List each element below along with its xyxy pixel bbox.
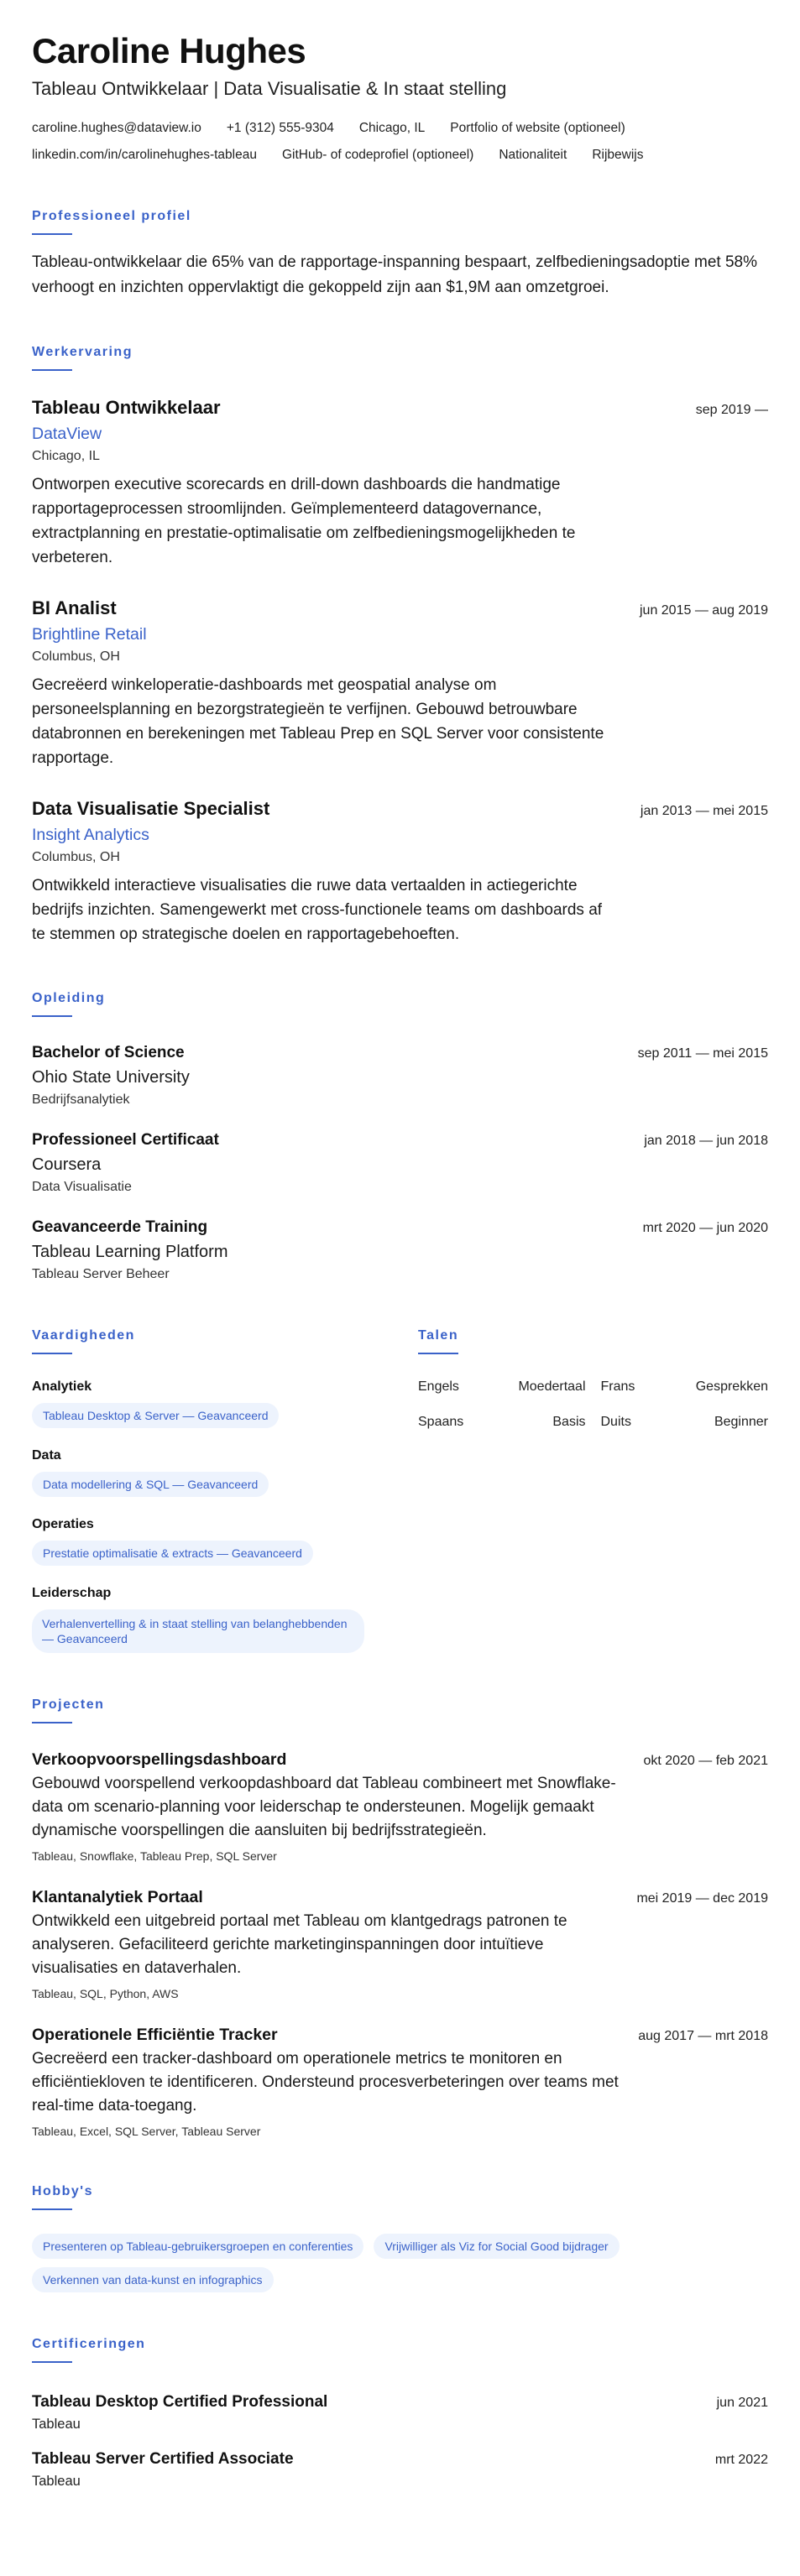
skill-group [32, 1584, 384, 1653]
project-description: Ontwikkeld een uitgebreid portaal met Tableau om klantgedrags patronen te analyseren. Gefaciliteerd gerichte marketinginspanningen door intuïtieve visualisaties en dataverhalen. [32, 1912, 567, 1977]
language-item [601, 1413, 769, 1431]
language-level: Basis [552, 1415, 586, 1429]
project-tech: Tableau, Excel, SQL Server, Tableau Server [32, 2125, 261, 2138]
section-heading: Werkervaring [32, 345, 133, 359]
job-title: BI Analist [32, 597, 117, 618]
certification-issuer: Tableau [32, 2417, 81, 2432]
project-tech: Tableau, Snowflake, Tableau Prep, SQL Server [32, 1849, 277, 1863]
language-name: Frans [600, 1379, 635, 1394]
project-item [32, 1886, 768, 2002]
study-field: Data Visualisatie [32, 1180, 132, 1194]
language-level: Moedertaal [518, 1379, 586, 1394]
school-name: Coursera [32, 1155, 102, 1174]
contact-drivers-license: Rijbewijs [592, 148, 644, 162]
hobbies-section [32, 2183, 768, 2292]
education-date: sep 2011 — mei 2015 [637, 1046, 768, 1061]
section-divider [32, 2208, 72, 2210]
section-divider [32, 233, 72, 235]
education-date: mrt 2020 — jun 2020 [642, 1221, 768, 1235]
section-divider [32, 1353, 72, 1354]
profile-summary: Tableau-ontwikkelaar die 65% van de rapportage-inspanning bespaart, zelfbedieningsadoptie met 58% verhoogt en inzichten oppervlaktigt die gekoppeld zijn aan $1,9M aan omzetgroei. [32, 253, 758, 296]
company-name: Brightline Retail [32, 625, 147, 644]
section-heading: Opleiding [32, 991, 106, 1005]
language-name: Spaans [418, 1415, 464, 1429]
education-item [32, 1042, 768, 1109]
project-description: Gecreëerd een tracker-dashboard om operationele metrics te monitoren en efficiëntiekloven te identificeren. Ondersteund procesverbeteringen over teams met real-time data-toegang. [32, 2050, 619, 2115]
company-name: DataView [32, 425, 102, 443]
project-tech: Tableau, SQL, Python, AWS [32, 1987, 179, 2000]
certification-name: Tableau Desktop Certified Professional [32, 2393, 328, 2411]
certification-date: jun 2021 [716, 2396, 768, 2410]
contact-portfolio[interactable]: Portfolio of website (optioneel) [450, 121, 625, 135]
language-item [418, 1413, 586, 1431]
experience-item [32, 396, 768, 570]
degree-title: Geavanceerde Training [32, 1218, 208, 1236]
language-level: Gesprekken [695, 1379, 768, 1394]
certification-item [32, 2448, 768, 2490]
language-level: Beginner [714, 1415, 768, 1429]
skill-tag: Data modellering & SQL — Geavanceerd [32, 1472, 269, 1497]
project-title: Operationele Efficiëntie Tracker [32, 2026, 278, 2044]
resume-header [32, 30, 768, 164]
job-date: jun 2015 — aug 2019 [639, 603, 768, 618]
school-name: Tableau Learning Platform [32, 1243, 228, 1261]
project-date: aug 2017 — mrt 2018 [638, 2029, 768, 2043]
education-section [32, 990, 768, 1284]
skills-languages-section [32, 1327, 768, 1653]
skill-group-label: Leiderschap [32, 1586, 112, 1600]
language-item [601, 1378, 769, 1396]
study-field: Bedrijfsanalytiek [32, 1092, 130, 1107]
education-item [32, 1217, 768, 1284]
education-list [32, 1042, 768, 1284]
experience-section [32, 344, 768, 946]
experience-item [32, 597, 768, 770]
contact-github[interactable]: GitHub- of codeprofiel (optioneel) [281, 148, 474, 162]
language-list [418, 1378, 768, 1431]
certifications-section [32, 2336, 768, 2490]
contact-list [32, 119, 768, 164]
section-divider [32, 369, 72, 371]
hobby-list [32, 2227, 720, 2292]
study-field: Tableau Server Beheer [32, 1267, 170, 1281]
skill-group-label: Data [32, 1448, 61, 1463]
job-description: Ontworpen executive scorecards en drill-down dashboards die handmatige rapportageprocessen stroomlijnden. Geïmplementeerd datagovernance, extractplanning en prestatie-optimalisatie om zelfbedieningsmogelijkheden te verbeteren. [32, 476, 576, 566]
job-date: jan 2013 — mei 2015 [640, 804, 768, 818]
contact-nationality: Nationaliteit [499, 148, 567, 162]
job-location: Columbus, OH [32, 850, 120, 864]
projects-section [32, 1697, 768, 2140]
certification-list [32, 2391, 768, 2490]
project-title: Klantanalytiek Portaal [32, 1888, 203, 1906]
contact-location: Chicago, IL [358, 121, 426, 135]
section-heading: Certificeringen [32, 2337, 146, 2351]
education-date: jan 2018 — jun 2018 [644, 1134, 768, 1148]
hobby-tag: Vrijwilliger als Viz for Social Good bijdrager [374, 2234, 619, 2259]
job-title: Data Visualisatie Specialist [32, 798, 270, 819]
degree-title: Bachelor of Science [32, 1044, 185, 1061]
certification-name: Tableau Server Certified Associate [32, 2450, 294, 2468]
language-item [418, 1378, 586, 1396]
section-heading: Projecten [32, 1697, 105, 1712]
languages-column [418, 1327, 768, 1653]
job-date: sep 2019 — [695, 403, 768, 417]
skill-group [32, 1447, 384, 1497]
profile-section [32, 208, 768, 300]
job-description: Ontwikkeld interactieve visualisaties die ruwe data vertaalden in actiegerichte bedrijfs inzichten. Samengewerkt met cross-functionele teams om dashboards af te stemmen op strategische doelen en rapportagebehoeften. [32, 877, 603, 943]
skill-tag: Prestatie optimalisatie & extracts — Geavanceerd [32, 1541, 313, 1566]
hobby-tag: Verkennen van data-kunst en infographics [32, 2267, 274, 2292]
education-item [32, 1129, 768, 1197]
certification-issuer: Tableau [32, 2474, 81, 2489]
hobby-tag: Presenteren op Tableau-gebruikersgroepen en conferenties [32, 2234, 363, 2259]
job-location: Chicago, IL [32, 449, 100, 463]
section-heading: Hobby's [32, 2184, 93, 2198]
project-item [32, 2024, 768, 2140]
job-location: Columbus, OH [32, 649, 120, 664]
project-title: Verkoopvoorspellingsdashboard [32, 1750, 287, 1769]
skill-group [32, 1378, 384, 1428]
school-name: Ohio State University [32, 1068, 190, 1087]
experience-item [32, 797, 768, 946]
candidate-title: Tableau Ontwikkelaar | Data Visualisatie & In staat stelling [32, 78, 507, 99]
contact-phone[interactable]: +1 (312) 555-9304 [226, 121, 334, 135]
degree-title: Professioneel Certificaat [32, 1131, 219, 1149]
section-divider [418, 1353, 458, 1354]
contact-linkedin[interactable]: linkedin.com/in/carolinehughes-tableau [32, 148, 257, 162]
company-name: Insight Analytics [32, 826, 149, 844]
section-heading: Professioneel profiel [32, 209, 191, 223]
section-divider [32, 1722, 72, 1723]
skills-column [32, 1327, 384, 1653]
skill-groups [32, 1378, 384, 1653]
certification-item [32, 2391, 768, 2433]
section-divider [32, 2361, 72, 2363]
skill-group-label: Operaties [32, 1517, 94, 1531]
skill-tag: Tableau Desktop & Server — Geavanceerd [32, 1403, 279, 1428]
language-name: Duits [600, 1415, 631, 1429]
candidate-name: Caroline Hughes [32, 31, 306, 70]
skill-tag: Verhalenvertelling & in staat stelling van belanghebbenden — Geavanceerd [32, 1609, 364, 1653]
certification-date: mrt 2022 [714, 2453, 768, 2467]
job-description: Gecreëerd winkeloperatie-dashboards met geospatial analyse om personeelsplanning en bezorgstrategieën te verfijnen. Gebouwd betrouwbare databronnen en berekeningen met Tableau Prep en SQL Server voor consistente rapportage. [32, 676, 604, 767]
language-name: Engels [418, 1379, 459, 1394]
skill-group-label: Analytiek [32, 1379, 92, 1394]
project-list [32, 1749, 768, 2140]
section-divider [32, 1015, 72, 1017]
job-title: Tableau Ontwikkelaar [32, 397, 221, 418]
experience-list [32, 396, 768, 946]
section-heading: Talen [418, 1328, 459, 1343]
project-date: okt 2020 — feb 2021 [643, 1754, 768, 1768]
project-item [32, 1749, 768, 1864]
project-description: Gebouwd voorspellend verkoopdashboard dat Tableau combineert met Snowflake-data om scenario-planning voor leiderschap te ondersteunen. Mogelijk gemaakt dynamische voorspellingen die aansluiten bij bedrijfsstrategieën. [32, 1775, 616, 1839]
skill-group [32, 1515, 384, 1566]
section-heading: Vaardigheden [32, 1328, 135, 1343]
project-date: mei 2019 — dec 2019 [636, 1891, 768, 1906]
contact-email[interactable]: caroline.hughes@dataview.io [32, 121, 201, 135]
